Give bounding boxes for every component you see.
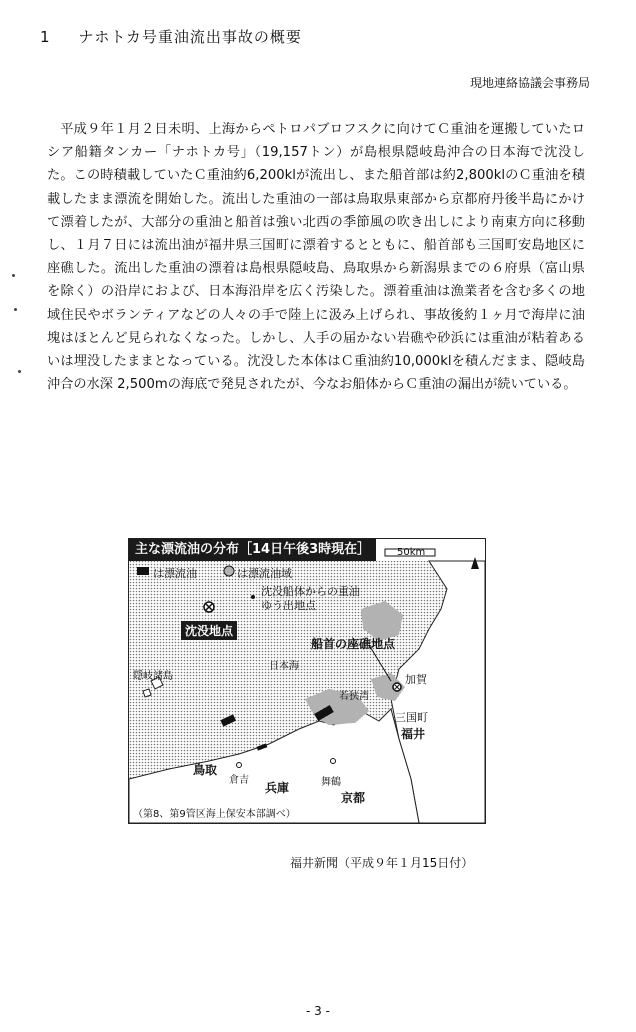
section-number: 1 (40, 28, 51, 46)
legend-area-label: は漂流油域 (237, 567, 292, 580)
author-line: 現地連絡協議会事務局 (469, 76, 590, 90)
map-title: 主な漂流油の分布［14日午後3時現在］ (129, 539, 376, 561)
leak-point-label: 沈没船体からの重油ゆう出地点 (261, 585, 360, 612)
legend-slick-label: は漂流油 (153, 567, 197, 580)
oil-distribution-map (128, 538, 486, 824)
leak-point-marker (251, 595, 255, 599)
kaga-label: 加賀 (405, 673, 427, 686)
kurayoshi-label: 倉吉 (229, 775, 249, 786)
legend-area-swatch (224, 566, 234, 576)
section-heading (40, 26, 302, 47)
map-source: （第8、第9管区海上保安本部調べ） (133, 809, 296, 820)
map-caption: 福井新聞（平成９年１月15日付） (290, 856, 474, 870)
page-number: - 3 - (306, 1004, 330, 1018)
body-text (47, 118, 585, 396)
hyogo-label: 兵庫 (265, 781, 290, 795)
section-title: ナホトカ号重油流出事故の概要 (78, 28, 302, 46)
map-scale: 50km (397, 547, 426, 558)
maizuru-marker (331, 759, 336, 764)
kyoto-label: 京都 (341, 791, 366, 805)
legend-slick-swatch (137, 567, 149, 575)
map-graphic (129, 539, 485, 823)
tottori-label: 鳥取 (193, 763, 218, 777)
oki-label: 隠岐諸島 (133, 671, 173, 682)
kurayoshi-marker (237, 763, 242, 768)
scan-speck (18, 370, 21, 373)
maizuru-label: 舞鶴 (321, 777, 341, 788)
body-paragraph: 平成９年１月２日未明、上海からペトロパブロフスクに向けてＣ重油を運搬していたロシア船籍タンカー「ナホトカ号」（19,157トン）が島根県隠岐島沖合の日本海で沈没した。この時積載していたＣ重油約6,200klが流出し、また船首部は約2,800klのＣ重油を積載したまま漂流を開始した。流出した重油の一部は鳥取県東部から京都府丹後半島にかけて漂着したが、大部分の重油と船首は強い北西の季節風の吹き出しにより南東方向に移動し、１月７日には流出油が福井県三国町に漂着するとともに、船首部も三国町安島地区に座礁した。流出した重油の漂着は島根県隠岐島、鳥取県から新潟県までの６府県（富山県を除く）の沿岸におよび、日本海沿岸を広く汚染した。漂着重油は漁業者を含む多くの地域住民やボランティアなどの人々の手で陸上に汲み上げられ、事故後約１ヶ月で海岸に油塊はほとんど見られなくなった。しかし、人手の届かない岩礁や砂浜には重油が粘着あるいは埋没したままとなっている。沈没した本体はＣ重油約10,000klを積んだまま、隠岐島沖合の水深 2,500mの海底で発見されたが、今なお船体からＣ重油の漏出が続いている。 (47, 122, 585, 393)
oki-island (143, 689, 151, 697)
mikuni-label: 三国町 (395, 711, 428, 724)
scan-speck (14, 308, 17, 311)
scan-speck (12, 274, 15, 277)
fukui-label: 福井 (401, 727, 426, 741)
sinking-point-label: 沈没地点 (181, 621, 237, 640)
sea-label: 日本海 (269, 661, 299, 672)
bow-grounding-label: 船首の座礁地点 (311, 637, 396, 651)
wakasa-label: 若狭湾 (339, 691, 369, 702)
